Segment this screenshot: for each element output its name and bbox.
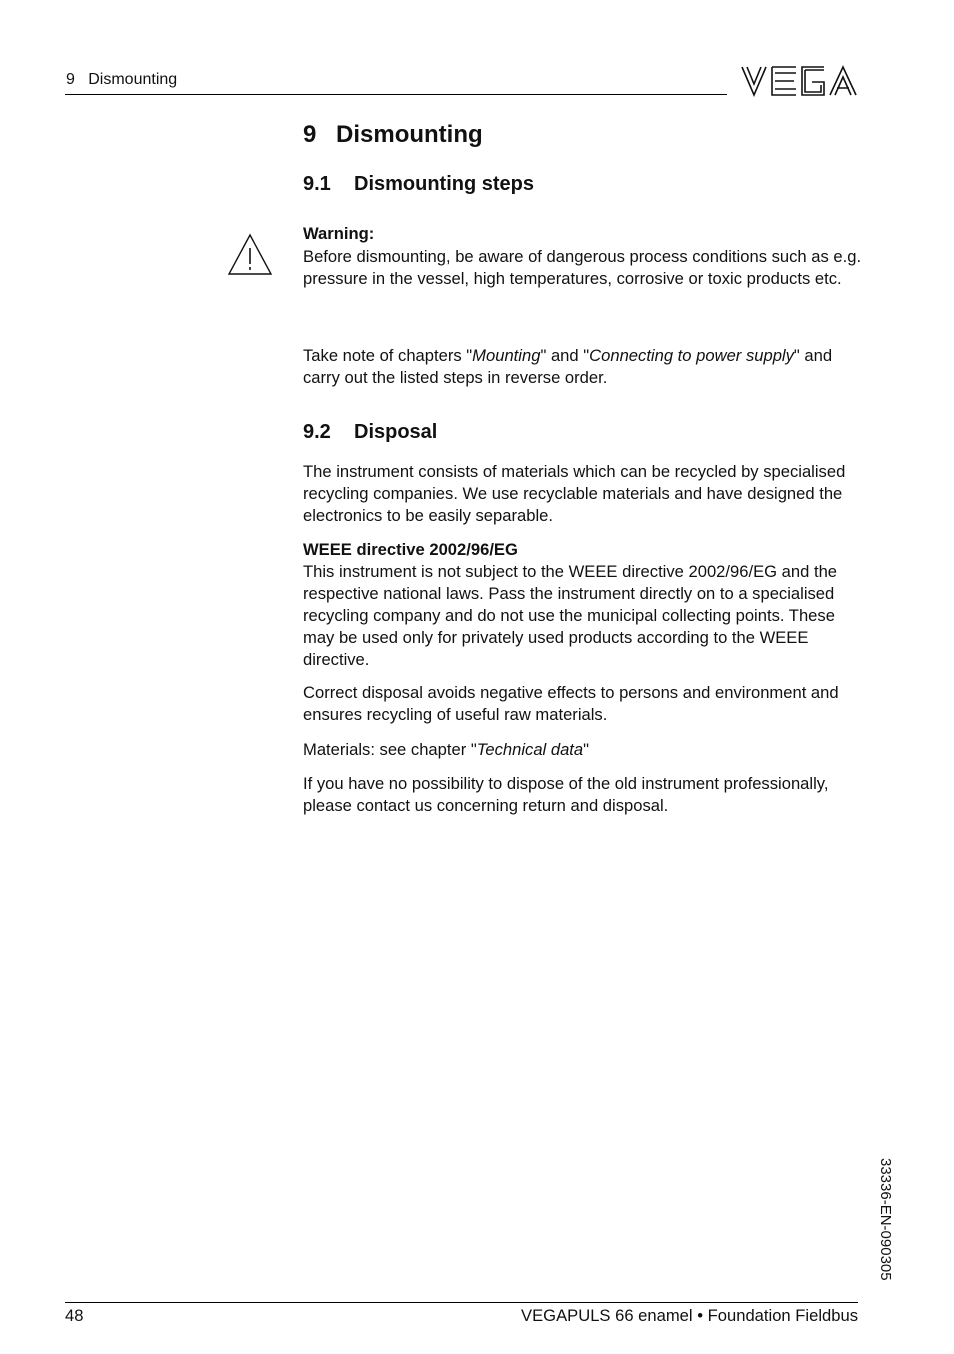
section-heading-9-1	[303, 173, 534, 196]
note-middle: " and "	[540, 346, 590, 365]
document-id: 33336-EN-090305	[877, 1158, 894, 1281]
warning-text: Before dismounting, be aware of dangerous process conditions such as e.g. pressure in the vessel, high temperatures, corrosive or toxic products etc.	[303, 247, 862, 288]
mounting-chapter-ref: Mounting	[472, 346, 541, 365]
vega-logo	[740, 64, 858, 98]
section-title: Disposal	[354, 421, 438, 443]
correct-disposal-text: Correct disposal avoids negative effects to persons and environment and ensures recycling of useful raw materials.	[303, 683, 839, 724]
chapter-title: Dismounting	[336, 121, 483, 148]
note-suffix: " and carry out the listed steps in reverse order.	[303, 346, 833, 387]
chapter-number: 9	[303, 121, 317, 148]
chapter-heading	[303, 121, 483, 149]
header-rule	[65, 94, 727, 95]
warning-triangle-icon	[226, 231, 274, 277]
note-prefix: Take note of chapters "	[303, 346, 473, 365]
section-number: 9.2	[303, 421, 331, 443]
reverse-order-note	[303, 345, 863, 389]
materials-note	[303, 739, 863, 761]
footer-document-title: VEGAPULS 66 enamel • Foundation Fieldbus	[521, 1306, 858, 1325]
disposal-intro: The instrument consists of materials which can be recycled by specialised recycling companies. We use recyclable materials and have designed the electronics to be easily separable.	[303, 462, 846, 525]
weee-heading: WEEE directive 2002/96/EG	[303, 540, 518, 559]
weee-text: This instrument is not subject to the WEEE directive 2002/96/EG and the respective national laws. Pass the instrument directly on to a specialised recycling company and do not use the municipal collecting points. These may be used only for privately used products according to the WEEE directive.	[303, 562, 838, 669]
page-number: 48	[65, 1306, 84, 1325]
warning-label: Warning:	[303, 224, 375, 243]
contact-text: If you have no possibility to dispose of the old instrument professionally, please contact us concerning return and disposal.	[303, 774, 829, 815]
materials-suffix: "	[583, 740, 590, 759]
header-section-title: 9 Dismounting	[66, 71, 178, 88]
power-supply-chapter-ref: Connecting to power supply	[589, 346, 794, 365]
materials-prefix: Materials: see chapter "	[303, 740, 477, 759]
section-title: Dismounting steps	[354, 173, 535, 195]
footer-rule	[65, 1302, 858, 1303]
section-heading-9-2	[303, 421, 437, 444]
technical-data-ref: Technical data	[476, 740, 584, 759]
section-number: 9.1	[303, 173, 331, 195]
